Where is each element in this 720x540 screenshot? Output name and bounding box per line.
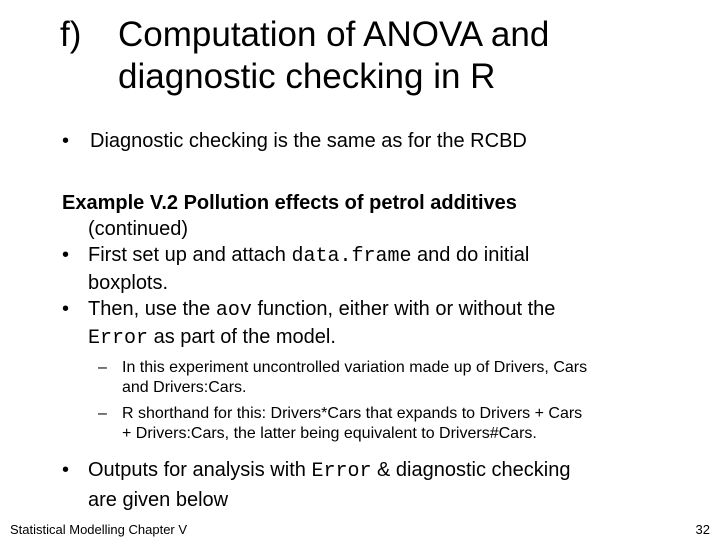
setup-text-line2: boxplots. [88, 272, 169, 294]
bullet-icon: • [62, 298, 70, 320]
outputs-text-line2: are given below [88, 489, 229, 511]
title-line-1: Computation of ANOVA and [118, 15, 550, 54]
setup-text-pre: First set up and attach [88, 244, 292, 266]
subitem-line-2: and Drivers:Cars. [122, 379, 247, 396]
title-marker: f) [60, 15, 82, 54]
code-error: Error [311, 460, 372, 483]
bullet-icon: • [62, 244, 70, 266]
subitem-line-1: R shorthand for this: Drivers*Cars that expands to Drivers + Cars [122, 405, 583, 422]
code-data-frame: data.frame [291, 245, 412, 268]
bullet-outputs [62, 456, 702, 514]
bullet-setup [62, 242, 702, 296]
example-continued: (continued) [88, 218, 189, 240]
list-item [98, 404, 708, 444]
outputs-text-post: & diagnostic checking [371, 459, 571, 481]
example-block [62, 190, 702, 352]
aov-text-line2: as part of the model. [148, 326, 336, 348]
code-error: Error [88, 327, 149, 350]
subitem-line-2: + Drivers:Cars, the latter being equivalent to Drivers#Cars. [122, 425, 537, 442]
bullet-outputs-text [62, 456, 702, 514]
dash-icon: – [98, 405, 107, 422]
list-item [98, 358, 708, 398]
bullet-aov [62, 296, 702, 352]
footer-course: Statistical Modelling Chapter V [10, 522, 188, 537]
title-line-2: diagnostic checking in R [118, 57, 496, 96]
bullet-icon: • [62, 130, 70, 152]
aov-line2 [88, 324, 702, 352]
outputs-text-pre: Outputs for analysis with [88, 459, 312, 481]
code-aov: aov [215, 299, 252, 322]
subitem-line-1: In this experiment uncontrolled variation made up of Drivers, Cars [122, 359, 588, 376]
dash-icon: – [98, 359, 107, 376]
aov-text-pre: Then, use the [88, 298, 216, 320]
bullet-icon: • [62, 459, 70, 481]
bullet-text: Diagnostic checking is the same as for the RCBD [90, 130, 527, 152]
page-number: 32 [695, 522, 710, 537]
aov-text-post: function, either with or without the [251, 298, 556, 320]
example-heading: Example V.2 Pollution effects of petrol additives [62, 192, 517, 214]
sub-list [98, 358, 708, 450]
setup-text-post: and do initial [411, 244, 530, 266]
